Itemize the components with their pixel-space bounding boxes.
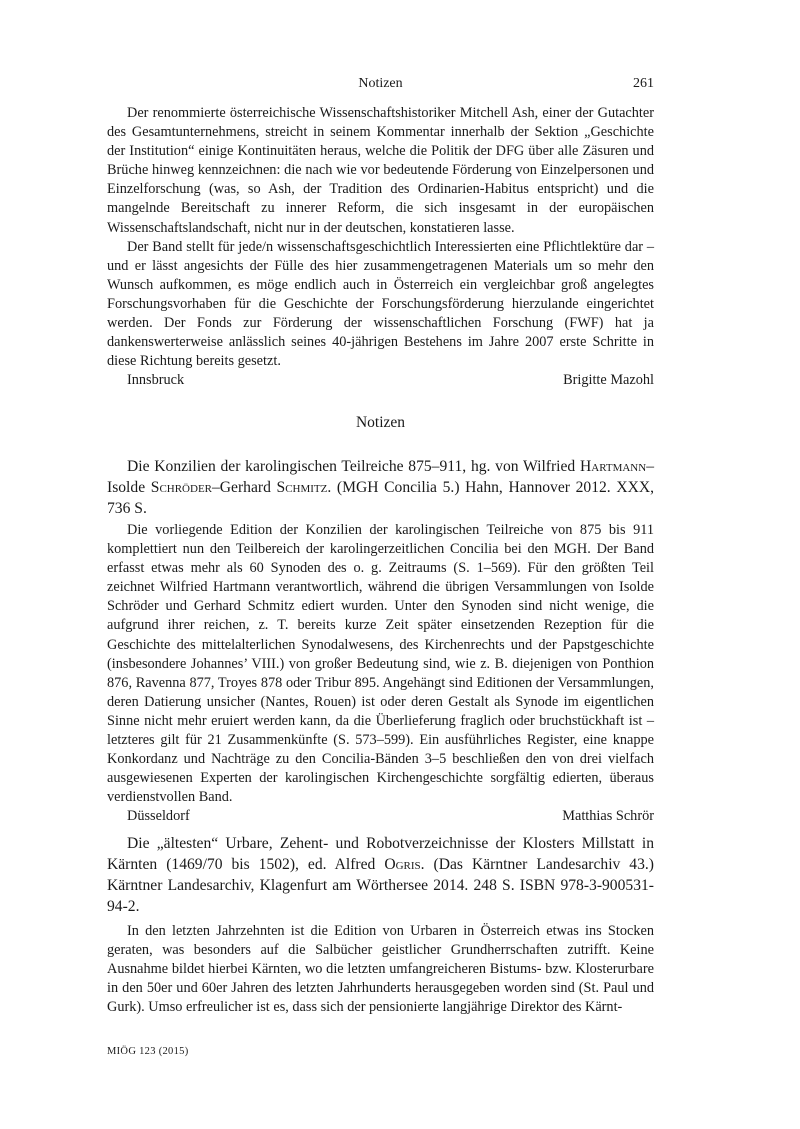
body-paragraph: Der Band stellt für jede/n wissenschaftsgeschichtlich Interessierten eine Pflichtlektüre dar – und er lässt angesichts der Fülle des hier zusammengetragenen Materials um so mehr den Wunsch aufkommen, es möge endlich auch in Österreich ein vergleichbar groß angelegtes Forschungsvorhaben für die Geschichte der Forschungsförderung hierzulande eingerichtet werden. Der Fonds zur Förderung der wissenschaftlichen Forschung (FWF) hat ja dankenswerterweise anlässlich seines 40-jährigen Bestehens im Jahre 2007 erste Schritte in diese Richtung bereits gesetzt. [107,238,654,370]
review-author: Brigitte Mazohl [563,372,654,389]
entry-author: Matthias Schrör [562,808,654,825]
entry-signoff [107,807,654,826]
review-place: Innsbruck [127,372,185,389]
entry-title-text: . (MGH Concilia 5.) Hahn, Hannover 2012. XXX, 736 S. [107,479,655,517]
entry-title-text: –Isolde [107,458,654,496]
entry-title-text: –Gerhard [212,479,277,496]
section-heading: Notizen [355,414,406,431]
entry-review [107,922,654,1017]
entry-title-text: Die Konzilien der karolingischen Teilreiche 875–911, hg. von Wilfried [127,458,580,475]
editor-name: Hartmann [579,458,647,475]
editor-name: Ogris [384,856,421,873]
page-number: 261 [633,76,654,91]
entry-review [107,521,654,827]
running-head [107,76,654,94]
entry-title [107,833,654,917]
entry-place: Düsseldorf [127,808,190,825]
entry-title-text: Die „ältesten“ Urbare, Zehent- und Robotverzeichnisse der Klosters Millstatt in Kärnten (1469/70 bis 1502), ed. Alfred [107,835,654,873]
running-title: Notizen [358,76,403,91]
editor-name: Schmitz [276,479,328,496]
journal-footer: MIÖG 123 (2015) [107,1046,189,1057]
body-paragraph: Der renommierte österreichische Wissenschaftshistoriker Mitchell Ash, einer der Gutachter des Gesamtunternehmens, streicht in seinem Kommentar innerhalb der Sektion „Geschichte der Institution“ einige Kontinuitäten heraus, welche die Politik der DFG über alle Zäsuren und Brüche hinweg kennzeichnen: die nach wie vor bedeutende Förderung von Einzelpersonen und Einzelforschung (was, so Ash, der Tradition des Ordinarien-Habitus entspricht) und die mangelnde Bereitschaft zu innerer Reform, die sich insgesamt in der europäischen Wissenschaftslandschaft, nicht nur in der deutschen, konstatieren lasse. [107,105,654,236]
review-signoff [107,371,654,390]
review-continuation [107,104,654,390]
editor-name: Schröder [150,479,212,496]
entry-title-text: . (Das Kärntner Landesarchiv 43.) Kärntner Landesarchiv, Klagenfurt am Wörthersee 2014. 248 S. ISBN 978-3-900531-94-2. [107,856,654,915]
body-paragraph: Die vorliegende Edition der Konzilien der karolingischen Teilreiche von 875 bis 911 komplettiert nun den Teilbereich der karolingerzeitlichen Concilia bei den MGH. Der Band erfasst etwas mehr als 60 Synoden des o. g. Zeitraums (S. 1–569). Für den größten Teil zeichnet Wilfried Hartmann verantwortlich, während die übrigen Versammlungen von Isolde Schröder und Gerhard Schmitz ediert wurden. Unter den Synoden sind nicht wenige, die aufgrund ihrer reichen, z. T. bereits kurze Zeit später einsetzenden Rezeption für die Geschichte des mittelalterlichen Synodalwesens, des Kirchenrechts und der Papstgeschichte (insbesondere Johannes’ VIII.) von großer Bedeutung sind, wie z. B. diejenigen von Ponthion 876, Ravenna 877, Troyes 878 oder Tribur 895. Angehängt sind Editionen der Versammlungen, deren Datierung unsicher (Nantes, Rouen) ist oder deren Gestalt als Synode im eigentlichen Sinne nicht mehr eruiert werden kann, da die Überlieferung fraglich oder bruchstückhaft ist – letzteres gilt für 21 Zusammenkünfte (S. 573–599). Ein ausführliches Register, eine knappe Konkordanz und Nachträge zu den Concilia-Bänden 3–5 beschließen den von drei vielfach ausgewiesenen Experten der karolingischen Kirchengeschichte sorgfältig edierten, überaus verdienstvollen Band. [107,522,654,806]
entry-title [107,456,654,519]
body-paragraph: In den letzten Jahrzehnten ist die Edition von Urbaren in Österreich etwas ins Stocken geraten, was besonders auf die Salbücher geistlicher Grundherrschaften zutrifft. Keine Ausnahme bildet hierbei Kärnten, wo die letzten umfangreicheren Bistums- bzw. Klosterurbare in den 50er und 60er Jahren des letzten Jahrhunderts herausgegeben worden sind (St. Paul und Gurk). Umso erfreulicher ist es, dass sich der pensionierte langjährige Direktor des Kärnt- [107,923,654,1016]
